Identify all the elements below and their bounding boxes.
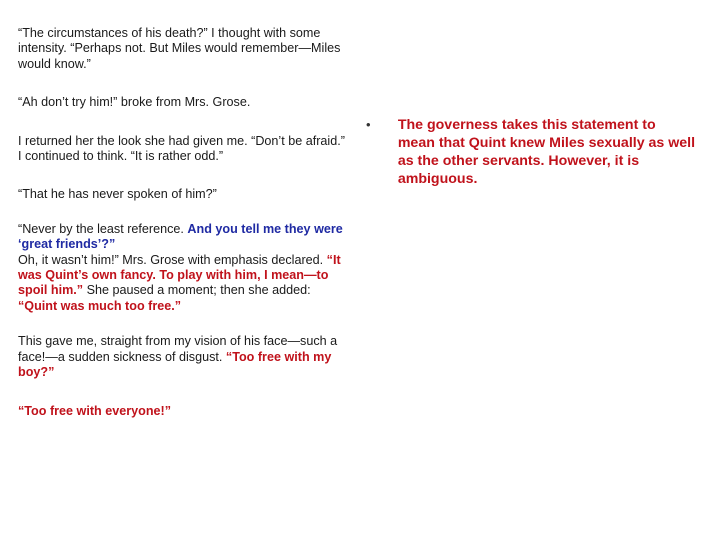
passage-column xyxy=(18,26,350,419)
commentary-text: The governess takes this statement to mean that Quint knew Miles sexually as well as the other servants. However, it is ambiguous. xyxy=(397,117,696,187)
bullet-icon: • xyxy=(366,117,371,132)
passage-paragraph-5 xyxy=(18,222,350,314)
highlighted-quote-red: “Quint was much too free.” xyxy=(18,298,182,313)
passage-paragraph-1: “The circumstances of his death?” I thought with some intensity. “Perhaps not. But Miles would remember—Miles would know.” xyxy=(18,26,341,71)
highlighted-quote-blue: And you tell me they were ‘great friends’?” xyxy=(18,221,343,252)
highlighted-quote-red: “Too free with my boy?” xyxy=(18,349,332,380)
passage-text: Oh, it wasn’t him!” Mrs. Grose with emphasis declared. xyxy=(18,252,327,267)
commentary-bullet xyxy=(366,116,696,188)
passage-text: “Never by the least reference. xyxy=(18,221,188,236)
commentary-column xyxy=(366,116,696,188)
highlighted-quote-red: “It was Quint’s own fancy. To play with him, I mean—to spoil him.” xyxy=(18,252,341,298)
passage-paragraph-3: I returned her the look she had given me. “Don’t be afraid.” I continued to think. “It is rather odd.” xyxy=(18,133,345,164)
passage-paragraph-4: “That he has never spoken of him?” xyxy=(18,187,217,202)
passage-paragraph-2: “Ah don’t try him!” broke from Mrs. Grose. xyxy=(18,95,251,110)
passage-paragraph-6 xyxy=(18,334,350,380)
passage-text: This gave me, straight from my vision of his face—such a face!—a sudden sickness of disgust. xyxy=(18,334,338,364)
passage-paragraph-7: “Too free with everyone!” xyxy=(18,403,172,418)
passage-text: She paused a moment; then she added: xyxy=(83,283,311,298)
